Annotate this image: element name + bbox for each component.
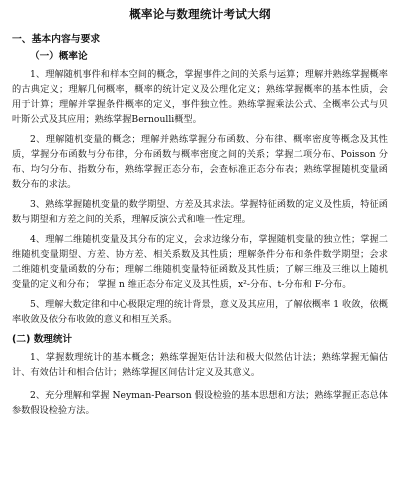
probability-paragraph-2: 2、理解随机变量的概念；理解并熟练掌握分布函数、分布律、概率密度等概念及其性质，掌握分布函数与分布律，分布函数与概率密度之间的关系；掌握二项分布、Poisson 分布、均匀分布、指数分布，熟练掌握正态分布，会查标准正态分布表；熟练掌握随机变量函数分布的求法。 [12, 134, 388, 190]
probability-paragraph-3: 3、熟练掌握随机变量的数学期望、方差及其求法。掌握特征函数的定义及性质，特征函数与期望和方差之间的关系，理解反演公式和唯一性定理。 [12, 199, 388, 225]
section-heading-basic-content: 一、基本内容与要求 [12, 34, 101, 45]
document-title: 概率论与数理统计考试大纲 [129, 7, 271, 21]
probability-paragraph-1: 1、理解随机事件和样本空间的概念，掌握事件之间的关系与运算；理解并熟练掌握概率的古典定义；理解几何概率，概率的统计定义及公理化定义；熟练掌握概率的基本性质，会用于计算；理解并掌握条件概率的定义，事件独立性。熟练掌握乘法公式、全概率公式与贝叶斯公式及其应用；熟练掌握Bernoulli概型。 [12, 69, 388, 125]
probability-paragraph-4: 4、理解二维随机变量及其分布的定义，会求边缘分布，掌握随机变量的独立性；掌握二维随机变量期望、方差、协方差、相关系数及其性质；理解条件分布和条件数学期望；会求二维随机变量函数的分布；理解二维随机变量特征函数及其性质；了解三维及三维以上随机变量的定义和分布； 掌握 n 维正态分布定义及其性质，x²-分布、t-分布和 F-分布。 [12, 234, 388, 290]
statistics-paragraph-2: 2、充分理解和掌握 Neyman-Pearson 假设检验的基本思想和方法；熟练掌握正态总体参数假设检验方法。 [12, 390, 388, 416]
statistics-paragraph-1: 1、掌握数理统计的基本概念；熟练掌握矩估计法和极大似然估计法；熟练掌握无偏估计、有效估计和相合估计；熟练掌握区间估计定义及其意义。 [12, 352, 388, 378]
subsection-heading-probability: （一）概率论 [30, 51, 88, 62]
subsection-heading-statistics: (二) 数理统计 [12, 334, 73, 345]
probability-paragraph-5: 5、理解大数定律和中心极限定理的统计背景，意义及其应用，了解依概率 1 收敛，依概率收敛及依分布收敛的意义和相互关系。 [12, 299, 388, 325]
